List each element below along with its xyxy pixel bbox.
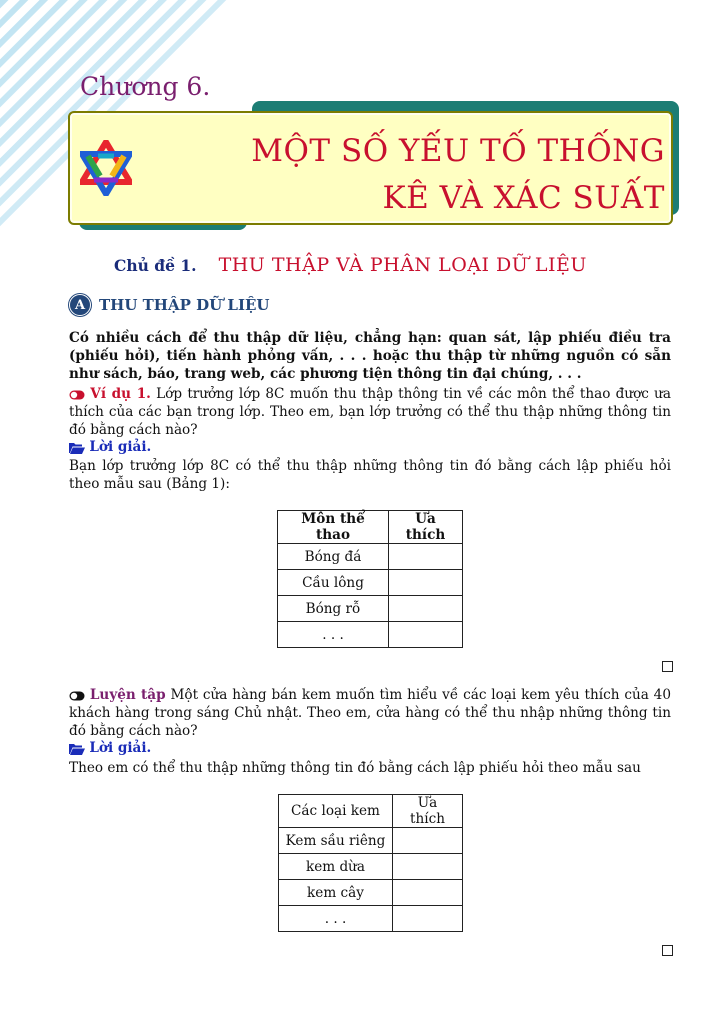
- table-cell-empty: [393, 906, 463, 932]
- table-row: [279, 906, 463, 932]
- example1-solution-text: Bạn lớp trưởng lớp 8C có thể thu thập những thông tin đó bằng cách lập phiếu hỏi theo mẫu sau (Bảng 1):: [69, 458, 671, 492]
- table-cell: kem dừa: [279, 854, 393, 880]
- table-header-row: [278, 511, 463, 544]
- example1-solution-label-row: [69, 438, 671, 456]
- table-cell-empty: [389, 622, 463, 648]
- chapter-title: [251, 128, 665, 222]
- sports-survey-table: [277, 510, 463, 648]
- open-folder-icon: [69, 743, 85, 755]
- table-row: [279, 880, 463, 906]
- chapter-label: Chương 6.: [80, 72, 211, 101]
- table-header: Ưa thích: [389, 511, 463, 544]
- topic-label: Chủ đề 1.: [114, 256, 197, 275]
- example1-text: Lớp trưởng lớp 8C muốn thu thập thông tin về các môn thể thao được ưa thích của các bạn trong lớp. Theo em, bạn lớp trưởng có thể thu thập những thông tin đó bằng cách nào?: [69, 386, 672, 438]
- open-folder-icon: [69, 442, 85, 454]
- practice-solution-label-row: [69, 739, 671, 757]
- section-title: THU THẬP DỮ LIỆU: [99, 296, 270, 314]
- table-cell: Bóng đá: [278, 544, 389, 570]
- toggle-icon: [69, 390, 85, 400]
- toggle-icon: [69, 691, 85, 701]
- practice-solution-text: Theo em có thể thu thập những thông tin đó bằng cách lập phiếu hỏi theo mẫu sau: [69, 760, 641, 776]
- table-cell-empty: [393, 828, 463, 854]
- practice-label: Luyện tập: [89, 687, 166, 703]
- table-row: [279, 854, 463, 880]
- section-heading: [69, 294, 270, 316]
- example1-label: Ví dụ 1.: [90, 386, 151, 402]
- example1-solution-label: Lời giải.: [89, 439, 152, 455]
- practice-paragraph: [69, 686, 671, 740]
- table-row: [278, 622, 463, 648]
- table-row: [278, 596, 463, 622]
- topic-title: THU THẬP VÀ PHÂN LOẠI DỮ LIỆU: [218, 254, 587, 276]
- table-row: [279, 828, 463, 854]
- qed-square-icon: [662, 945, 673, 956]
- table-header: Ưa thích: [393, 795, 463, 828]
- table-cell: . . .: [279, 906, 393, 932]
- star-of-david-logo-icon: [80, 140, 132, 196]
- table-cell-empty: [393, 880, 463, 906]
- icecream-survey-table: [278, 794, 463, 932]
- table-row: [278, 544, 463, 570]
- table-cell-empty: [393, 854, 463, 880]
- chapter-title-line2: KÊ VÀ XÁC SUẤT: [382, 180, 665, 216]
- table-cell-empty: [389, 596, 463, 622]
- table-cell: Bóng rỗ: [278, 596, 389, 622]
- table-header: Môn thể thao: [278, 511, 389, 544]
- intro-paragraph: Có nhiều cách để thu thập dữ liệu, chẳng hạn: quan sát, lập phiếu điều tra (phiếu hỏi), tiến hành phỏng vấn, . . . hoặc thu thập từ những nguồn có sẵn như sách, báo, trang web, các phương tiện thông tin đại chúng, . . .: [69, 330, 671, 382]
- section-badge: A: [69, 294, 91, 316]
- table-row: [278, 570, 463, 596]
- table-cell: . . .: [278, 622, 389, 648]
- topic-heading: [114, 254, 587, 276]
- table-cell-empty: [389, 570, 463, 596]
- table-cell-empty: [389, 544, 463, 570]
- table-cell: kem cây: [279, 880, 393, 906]
- qed-square-icon: [662, 661, 673, 672]
- table-cell: Kem sầu riêng: [279, 828, 393, 854]
- chapter-title-line1: MỘT SỐ YẾU TỐ THỐNG: [251, 133, 665, 169]
- table-header-row: [279, 795, 463, 828]
- table-cell: Cầu lông: [278, 570, 389, 596]
- table-header: Các loại kem: [279, 795, 393, 828]
- example1-paragraph: [69, 385, 671, 439]
- practice-solution-label: Lời giải.: [89, 740, 152, 756]
- practice-text: Một cửa hàng bán kem muốn tìm hiểu về các loại kem yêu thích của 40 khách hàng trong sáng Chủ nhật. Theo em, cửa hàng có thể thu nhập những thông tin đó bằng cách nào?: [69, 687, 671, 739]
